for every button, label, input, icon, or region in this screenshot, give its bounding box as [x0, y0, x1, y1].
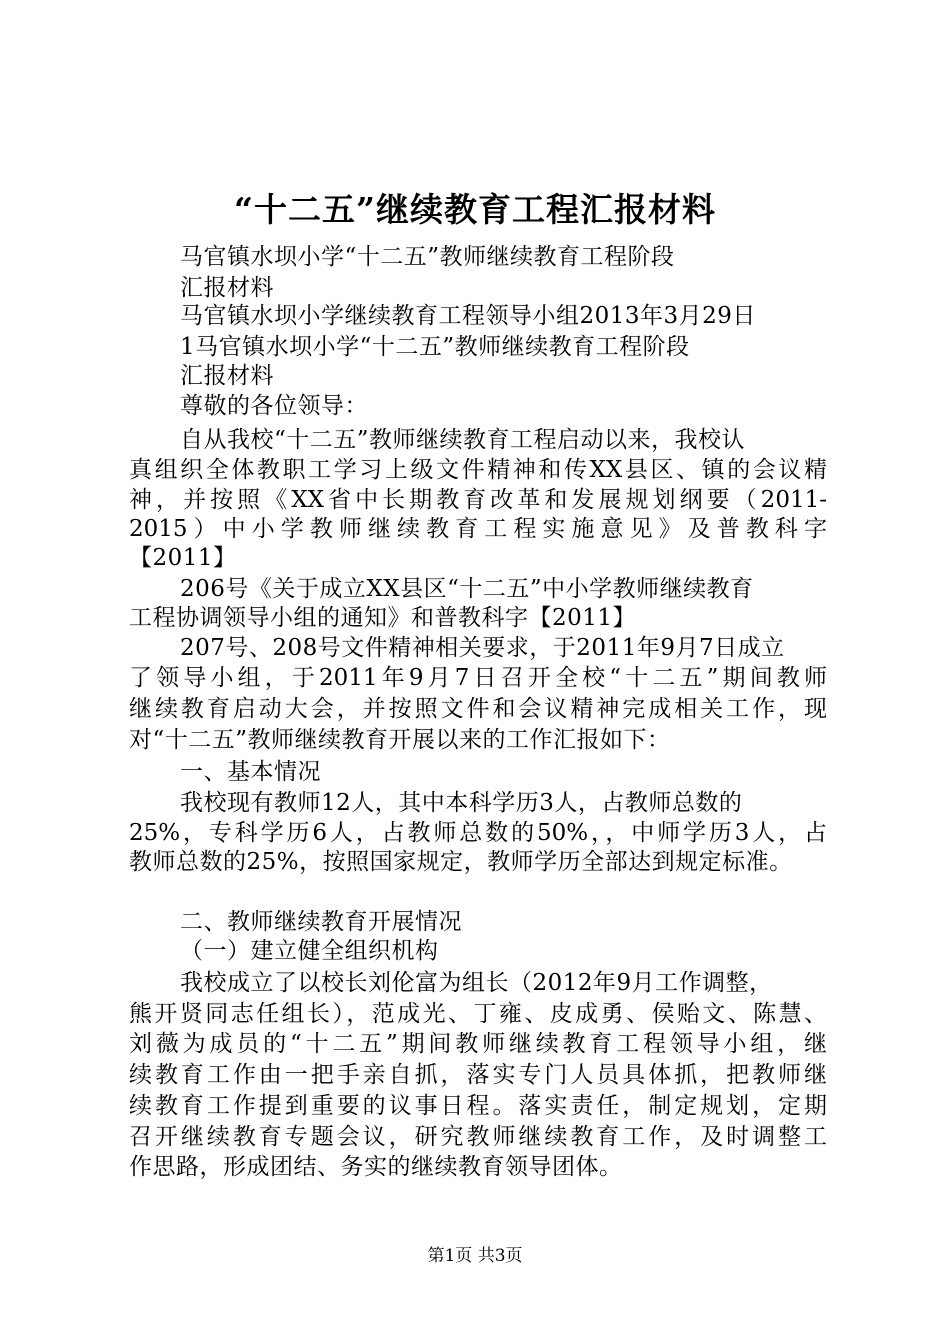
paragraph-line: 2015）中小学教师继续教育工程实施意见》及普教科字: [129, 516, 827, 542]
paragraph-line: 教师总数的25%，按照国家规定，教师学历全部达到规定标准。: [129, 849, 793, 875]
paragraph-line: 【2011】: [129, 545, 237, 571]
paragraph-line: 继续教育启动大会，并按照文件和会议精神完成相关工作，现: [129, 696, 827, 722]
paragraph-line: 刘薇为成员的“十二五”期间教师继续教育工程领导小组，继: [129, 1031, 827, 1057]
paragraph-line: 召开继续教育专题会议，研究教师继续教育工作，及时调整工: [129, 1124, 827, 1150]
section-heading-basic: 一、基本情况: [180, 759, 321, 785]
author-date-line: 马官镇水坝小学继续教育工程领导小组2013年3月29日: [180, 303, 756, 329]
paragraph-line: 续教育工作由一把手亲自抓，落实专门人员具体抓，把教师继: [129, 1062, 827, 1088]
paragraph-line: 神，并按照《XX省中长期教育改革和发展规划纲要（2011-: [129, 487, 827, 513]
paragraph-line: 熊开贤同志任组长），范成光、丁雍、皮成勇、侯贻文、陈慧、: [129, 1001, 827, 1027]
paragraph-line: 真组织全体教职工学习上级文件精神和传XX县区、镇的会议精: [129, 457, 827, 483]
paragraph-line: 工程协调领导小组的通知》和普教科字【2011】: [129, 605, 637, 631]
paragraph-line: 我校现有教师12人，其中本科学历3人，占教师总数的: [180, 790, 743, 816]
subtitle-repeat-line-2: 汇报材料: [180, 363, 274, 389]
subtitle-line-2: 汇报材料: [180, 275, 274, 301]
subtitle-repeat-line-1: 1马官镇水坝小学“十二五”教师继续教育工程阶段: [180, 334, 690, 360]
paragraph-line: 207号、208号文件精神相关要求，于2011年9月7日成立: [180, 635, 785, 661]
paragraph-line: 作思路，形成团结、务实的继续教育领导团体。: [129, 1154, 623, 1180]
section-heading-progress: 二、教师继续教育开展情况: [180, 909, 462, 935]
salutation: 尊敬的各位领导：: [180, 393, 368, 419]
paragraph-line: 我校成立了以校长刘伦富为组长（2012年9月工作调整，: [180, 970, 773, 996]
paragraph-line: 25%，专科学历6人，占教师总数的50%，，中师学历3人，占: [129, 820, 827, 846]
paragraph-line: 对“十二五”教师继续教育开展以来的工作汇报如下：: [129, 727, 671, 753]
paragraph-line: 了领导小组，于2011年9月7日召开全校“十二五”期间教师: [129, 665, 827, 691]
subtitle-line-1: 马官镇水坝小学“十二五”教师继续教育工程阶段: [180, 244, 675, 270]
paragraph-line: 自从我校“十二五”教师继续教育工程启动以来，我校认: [180, 427, 746, 453]
document-title: “十二五”继续教育工程汇报材料: [234, 190, 716, 229]
paragraph-line: 续教育工作提到重要的议事日程。落实责任，制定规划，定期: [129, 1093, 827, 1119]
page-footer: 第1页 共3页: [427, 1246, 523, 1266]
subsection-heading: （一）建立健全组织机构: [180, 938, 439, 964]
paragraph-line: 206号《关于成立XX县区“十二五”中小学教师继续教育: [180, 576, 754, 602]
